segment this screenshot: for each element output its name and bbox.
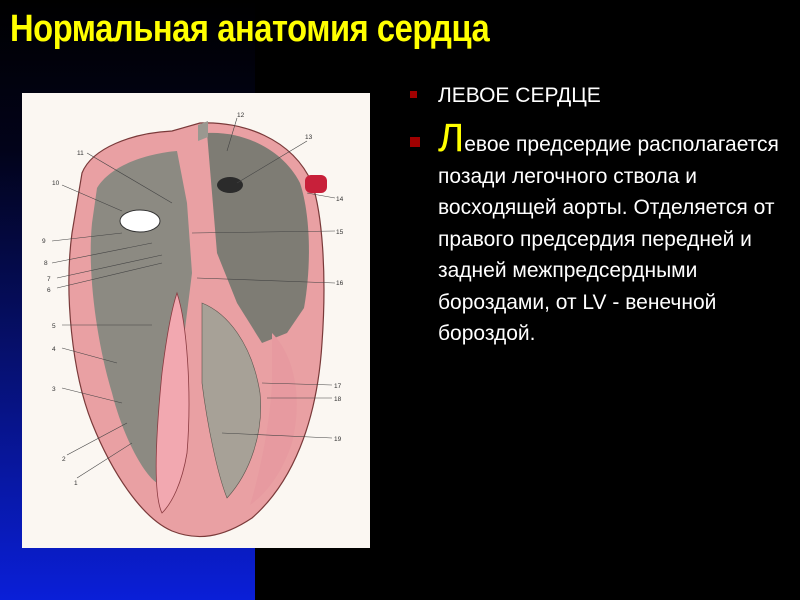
bullet-list	[410, 82, 795, 350]
figure-label-13: 13	[305, 134, 313, 141]
figure-label-19: 19	[334, 436, 342, 443]
figure-label-14: 14	[336, 196, 344, 203]
heart-anatomy-image	[22, 93, 370, 548]
bullet-text: евое предсердие располагается позади легочного ствола и восходящей аорты. Отделяется от правого предсердия передней и задней межпредсердными бороздами, от LV - венечной бороздой.	[438, 133, 779, 345]
figure-label-17: 17	[334, 383, 342, 390]
figure-label-2: 2	[62, 456, 66, 463]
bullet-item-left-heart	[410, 82, 795, 114]
figure-label-5: 5	[52, 323, 56, 330]
figure-label-6: 6	[47, 287, 51, 294]
figure-label-1: 1	[74, 480, 78, 487]
figure-label-11: 11	[77, 150, 84, 157]
figure-label-18: 18	[334, 396, 342, 403]
figure-label-10: 10	[52, 180, 60, 187]
bullet-item-left-atrium	[410, 116, 795, 350]
bullet-text: ЛЕВОЕ СЕРДЦЕ	[438, 84, 601, 107]
figure-label-16: 16	[336, 280, 344, 287]
bullet-paragraph	[438, 116, 779, 345]
drop-cap: Л	[438, 116, 465, 160]
bullet-square-icon	[410, 137, 420, 147]
bullet-square-icon	[410, 91, 417, 98]
figure-label-15: 15	[336, 229, 344, 236]
figure-label-4: 4	[52, 346, 56, 353]
slide-title: Нормальная анатомия сердца	[10, 8, 490, 50]
figure-label-8: 8	[44, 260, 48, 267]
figure-label-3: 3	[52, 386, 56, 393]
figure-label-12: 12	[237, 112, 245, 119]
figure-label-9: 9	[42, 238, 46, 245]
figure-label-7: 7	[47, 276, 51, 283]
